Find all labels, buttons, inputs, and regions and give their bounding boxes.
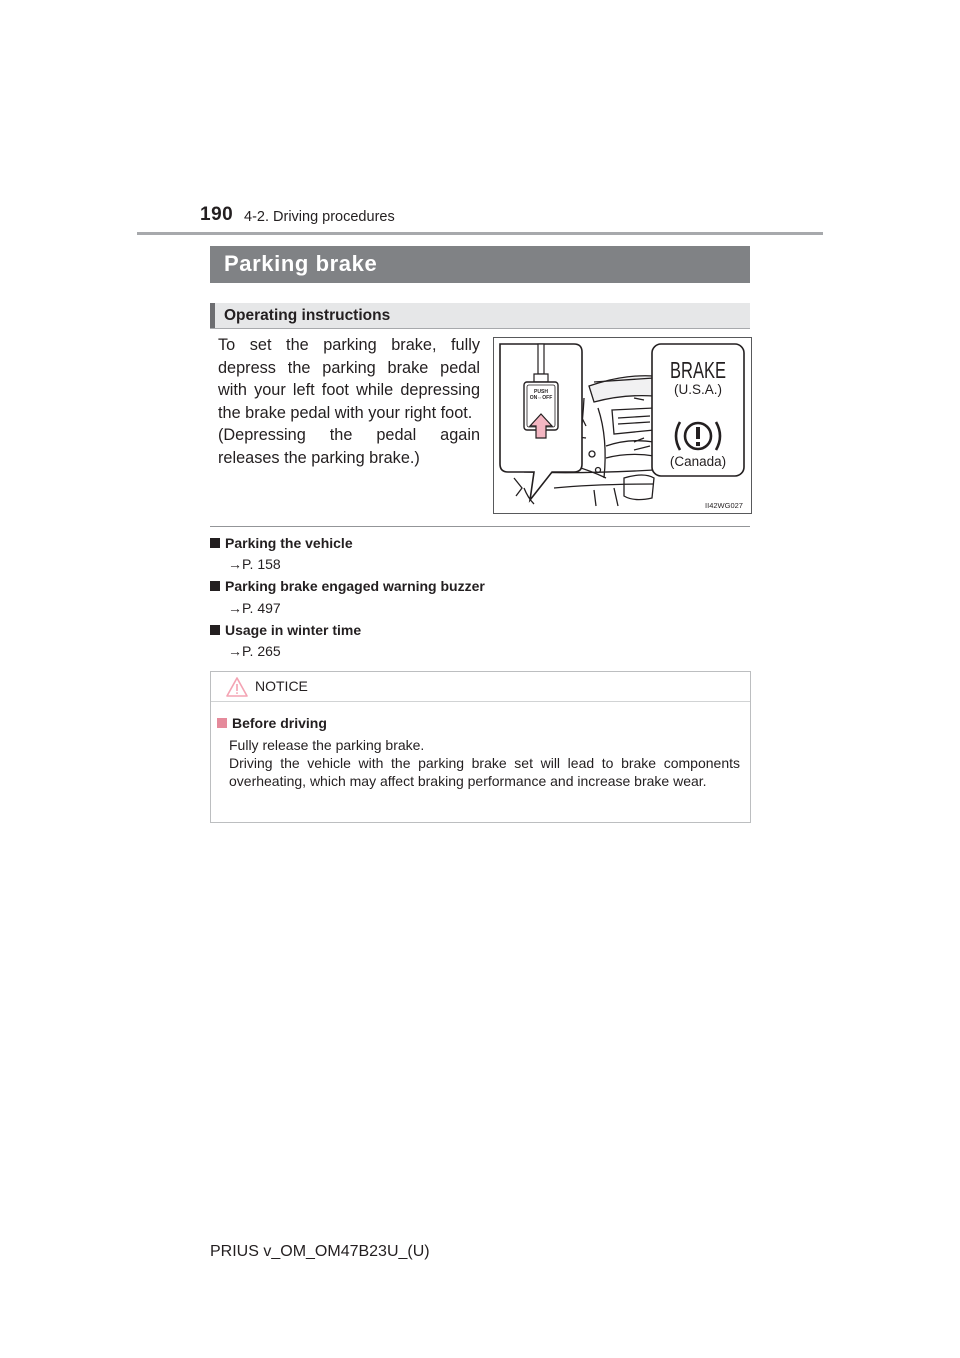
title-bar bbox=[210, 246, 750, 283]
section-divider bbox=[210, 526, 750, 527]
notice-item-title: Before driving bbox=[217, 715, 327, 731]
notice-line-1: Fully release the parking brake. bbox=[229, 737, 425, 753]
canada-label: (Canada) bbox=[669, 454, 727, 469]
square-bullet-icon bbox=[210, 581, 220, 591]
parking-brake-illustration bbox=[493, 337, 752, 514]
notice-header bbox=[211, 672, 750, 702]
page-title: Parking brake bbox=[224, 251, 378, 276]
reference-page-parking-vehicle[interactable]: →P. 158 bbox=[228, 556, 281, 572]
page-number: 190 bbox=[200, 204, 234, 225]
reference-title-winter-usage: Usage in winter time bbox=[210, 622, 361, 638]
reference-page-winter-usage[interactable]: →P. 265 bbox=[228, 643, 281, 659]
figure-code: II42WG027 bbox=[705, 501, 743, 510]
reference-title-warning-buzzer: Parking brake engaged warning buzzer bbox=[210, 578, 485, 594]
subheading: Operating instructions bbox=[224, 307, 391, 324]
section-label: 4-2. Driving procedures bbox=[244, 209, 395, 225]
notice-label: NOTICE bbox=[255, 678, 308, 694]
reference-page-warning-buzzer[interactable]: →P. 497 bbox=[228, 600, 281, 616]
notice-line-2: Driving the vehicle with the parking brake set will lead to brake components overheating, which may affect braking performance and increase brake wear. bbox=[229, 755, 740, 789]
footer-document-code: PRIUS v_OM_OM47B23U_(U) bbox=[210, 1243, 430, 1260]
instructions-paragraph-2: (Depressing the pedal again releases the parking brake.) bbox=[218, 426, 480, 467]
instructions-paragraph-1: To set the parking brake, fully depress the parking brake pedal with your left foot while depressing the brake pedal with your right foot. bbox=[218, 336, 480, 422]
subheading-bar bbox=[210, 303, 750, 329]
instructions bbox=[218, 334, 480, 469]
subheading-accent bbox=[210, 303, 215, 328]
notice-body bbox=[229, 736, 740, 790]
square-bullet-icon bbox=[210, 538, 220, 548]
pedal-text-push: PUSH bbox=[534, 389, 548, 395]
reference-title-parking-vehicle: Parking the vehicle bbox=[210, 535, 353, 551]
notice-box bbox=[210, 671, 751, 823]
square-bullet-icon bbox=[217, 718, 227, 728]
header-rule bbox=[137, 232, 823, 235]
dashboard-drawing bbox=[494, 338, 751, 513]
brake-indicator-label: BRAKE bbox=[670, 357, 726, 383]
usa-label: (U.S.A.) bbox=[673, 382, 723, 397]
pedal-text-onoff: ON⇔OFF bbox=[529, 395, 553, 401]
warning-triangle-icon bbox=[225, 676, 249, 698]
square-bullet-icon bbox=[210, 625, 220, 635]
